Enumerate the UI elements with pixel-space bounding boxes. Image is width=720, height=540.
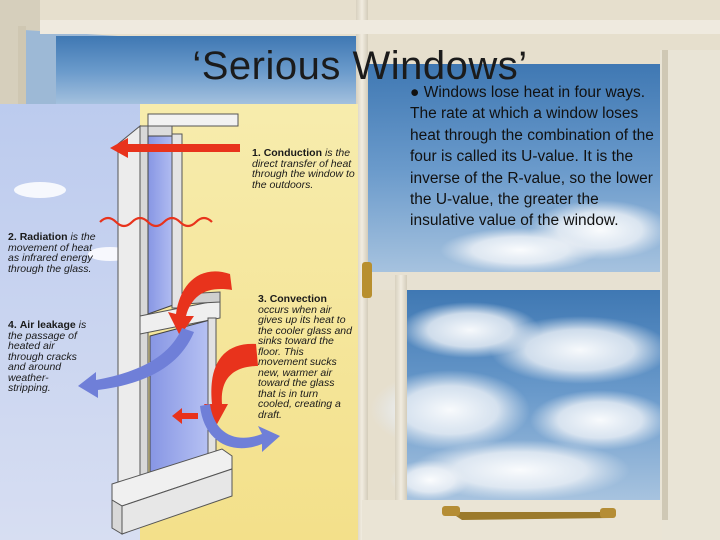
radiation-label xyxy=(8,232,104,274)
air-leakage-num: 4. xyxy=(8,319,17,331)
radiation-num: 2. xyxy=(8,231,17,243)
conduction-num: 1. xyxy=(252,147,261,159)
convection-label xyxy=(258,294,354,420)
air-leakage-label xyxy=(8,320,90,394)
convection-term: Convection xyxy=(269,293,327,305)
slide-title: ‘Serious Windows’ xyxy=(192,44,528,88)
conduction-term: Conduction xyxy=(263,147,323,159)
radiation-term: Radiation xyxy=(19,231,68,243)
body-paragraph xyxy=(410,82,656,232)
conduction-label xyxy=(252,148,356,190)
convection-num: 3. xyxy=(258,293,267,305)
air-leakage-term: Air leakage xyxy=(19,319,76,331)
radiation-text: is the movement of heat as infrared energy through the glass. xyxy=(8,231,96,275)
convection-text: occurs when air gives up its heat to the cooler glass and sinks toward the floor. This movement sucks new, warmer air toward the glass that is in turn cooled, creating a draft. xyxy=(258,303,352,421)
air-leakage-text: is the passage of heated air through cracks and around weather-stripping. xyxy=(8,319,87,394)
heat-loss-diagram xyxy=(0,104,358,540)
conduction-text: is the direct transfer of heat through the window to the outdoors. xyxy=(252,147,355,191)
body-text: Windows lose heat in four ways. The rate at which a window loses heat through the combination of the four is called its U-value. It is the inverse of the R-value, so the lower the U-value, the greater the insulative value of the window. xyxy=(410,84,654,230)
bullet-icon: ● xyxy=(410,84,420,101)
